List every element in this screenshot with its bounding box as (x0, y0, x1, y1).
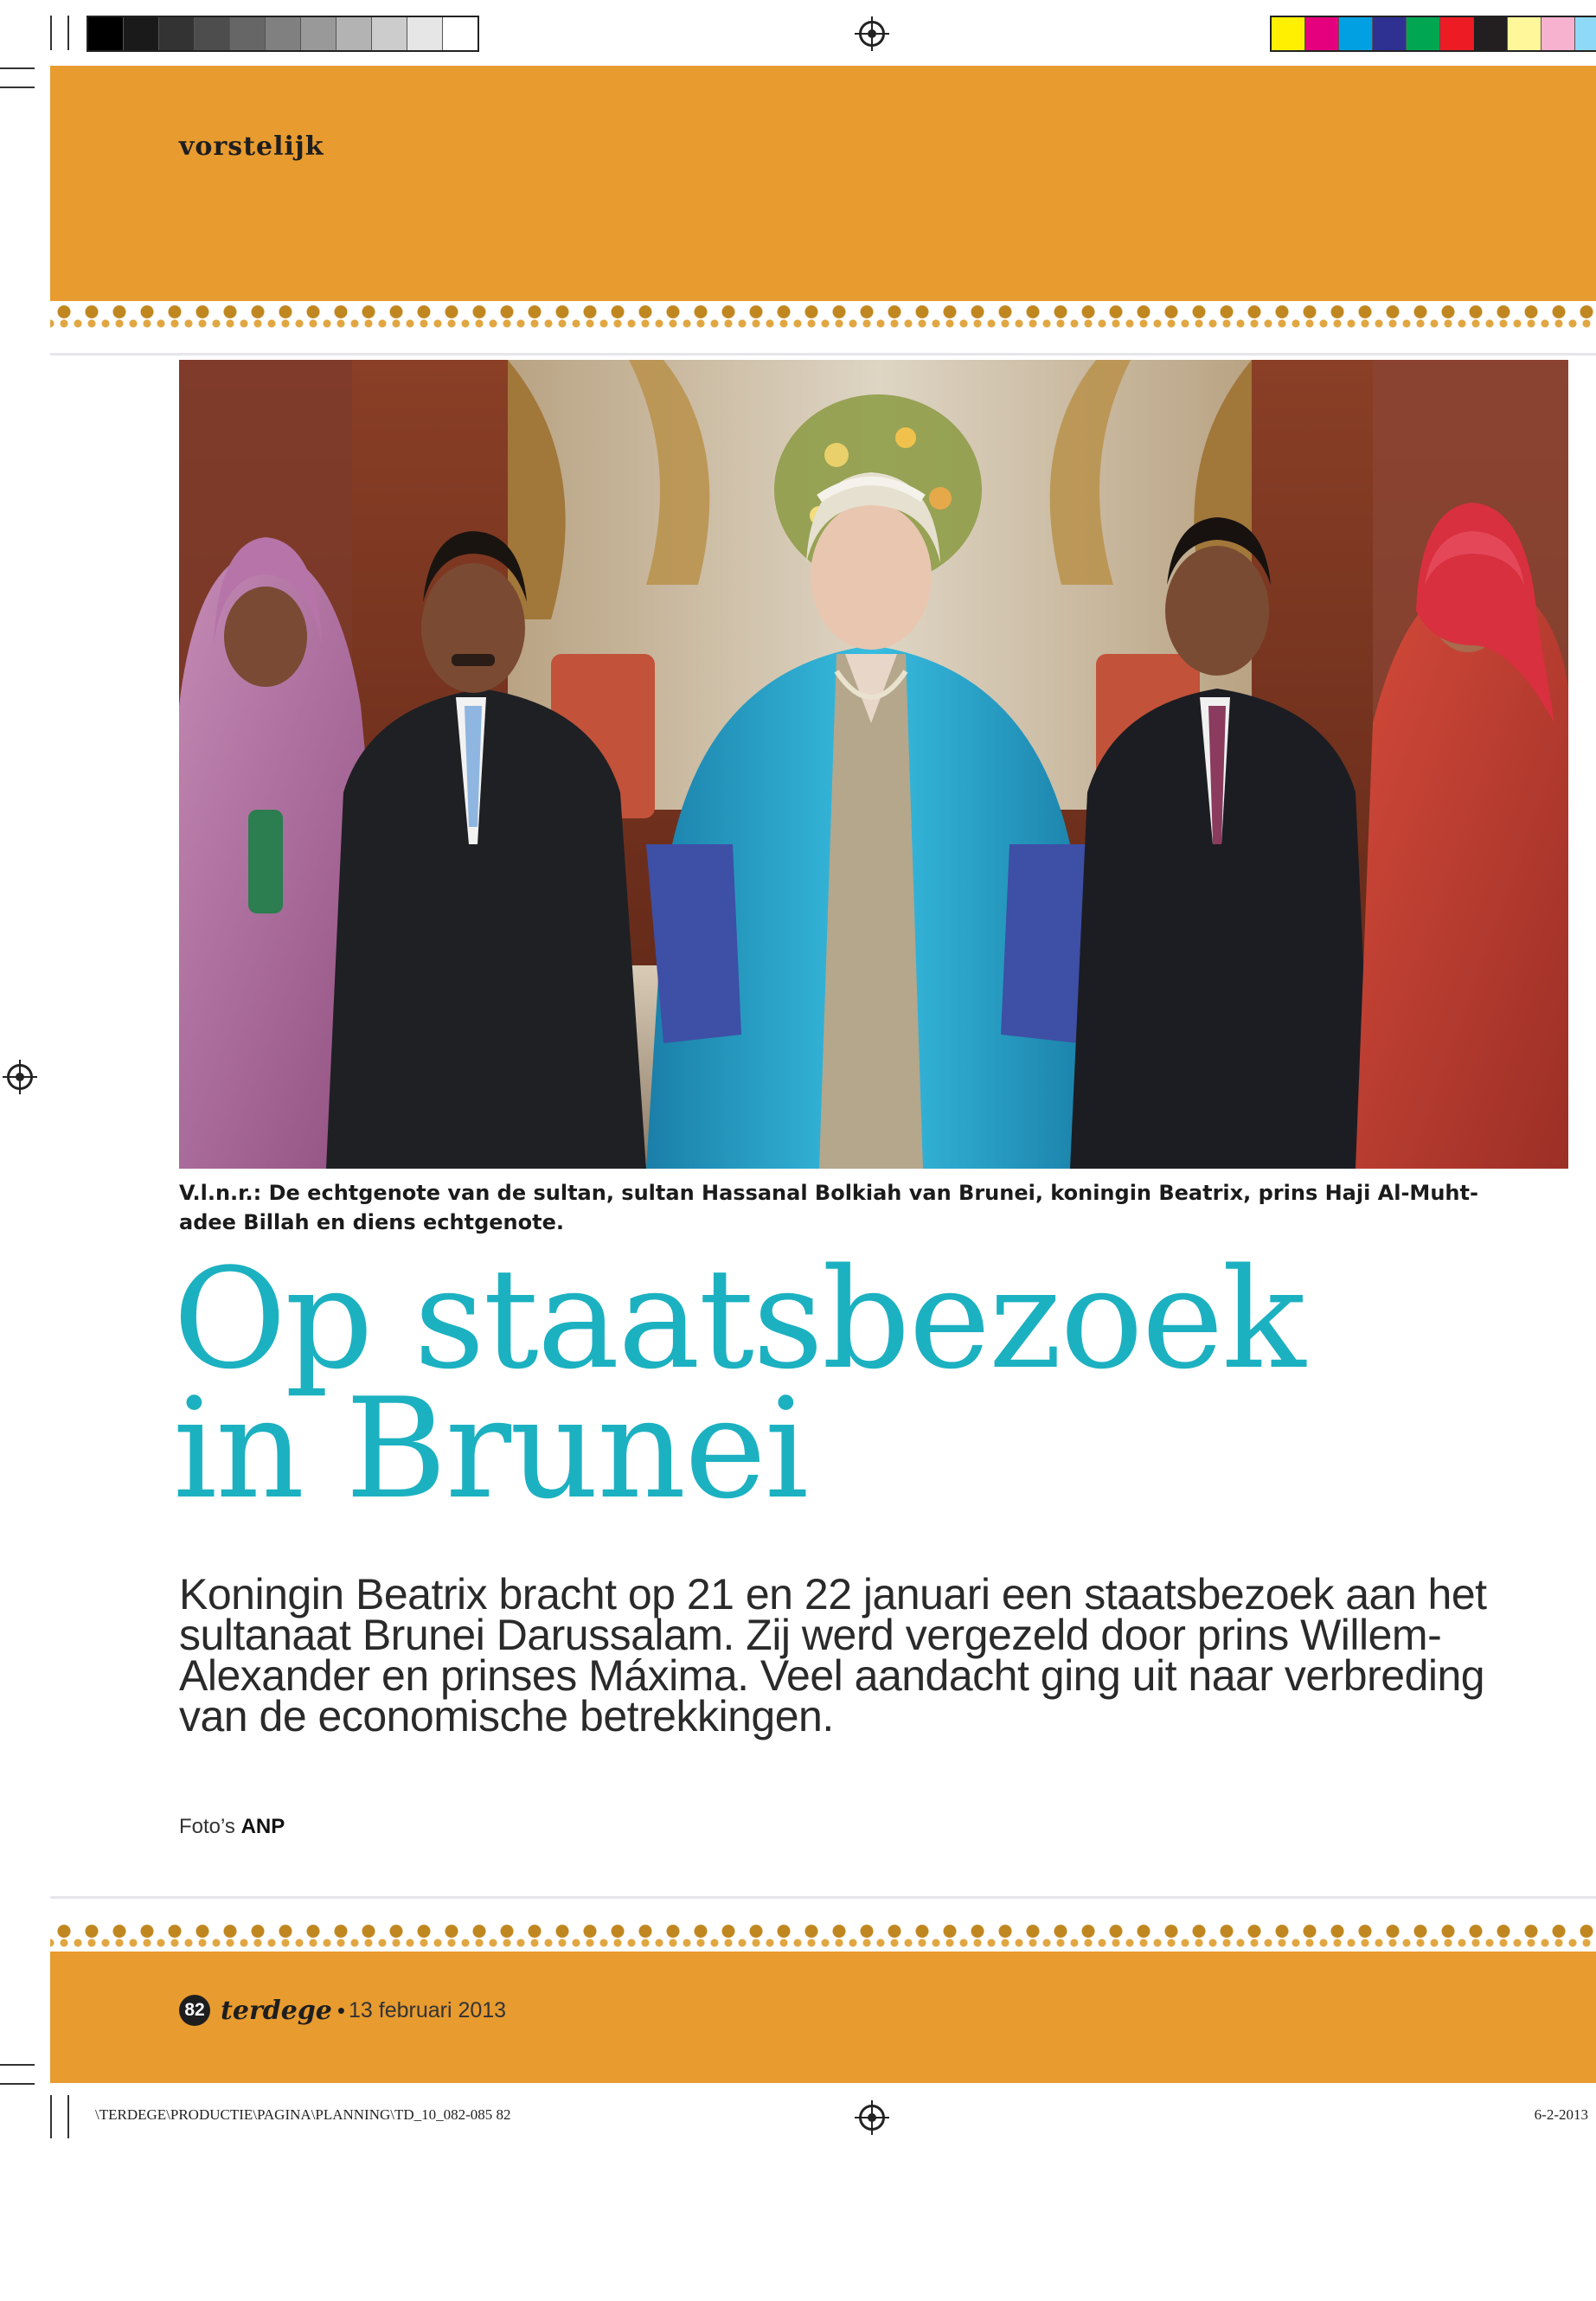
crop-mark (67, 2095, 69, 2138)
crop-mark (67, 16, 69, 50)
crop-mark (50, 16, 52, 50)
color-swatch (1339, 17, 1373, 50)
group-photo (179, 360, 1568, 1169)
crop-mark (0, 2064, 35, 2066)
article-headline (173, 1238, 1557, 1529)
separator-bullet: • (337, 1997, 345, 2023)
color-swatch (195, 17, 230, 50)
dotted-border-bottom (50, 1922, 1596, 1948)
color-control-bar (1270, 16, 1596, 52)
production-slug-date: 6-2-2013 (1534, 2106, 1588, 2123)
dotted-border-top (50, 303, 1596, 329)
magazine-logo: terdege (221, 1995, 332, 2026)
photo-credit (179, 1815, 285, 1839)
crop-mark (0, 67, 35, 69)
headline-line-1: Op staatsbezoek (173, 1238, 1304, 1400)
color-swatch (407, 17, 443, 50)
issue-date: 13 februari 2013 (349, 1997, 507, 2022)
registration-mark-bottom (859, 2105, 885, 2131)
production-slug-path: \TERDEGE\PRODUCTIE\PAGINA\PLANNING\TD_10_082-085 82 (95, 2106, 511, 2123)
credit-prefix: Foto’s (179, 1815, 235, 1838)
color-swatch (1373, 17, 1407, 50)
color-swatch (1407, 17, 1440, 50)
color-swatch (1272, 17, 1305, 50)
color-swatch (230, 17, 266, 50)
color-swatch (1508, 17, 1542, 50)
page-footer (179, 1995, 506, 2026)
registration-mark-top (859, 21, 885, 47)
color-swatch (266, 17, 301, 50)
divider-top (50, 353, 1596, 356)
headline-line-2: in Brunei (173, 1368, 808, 1529)
color-swatch (443, 17, 478, 50)
crop-mark (50, 2095, 52, 2138)
color-swatch (124, 17, 159, 50)
color-swatch (301, 17, 337, 50)
color-swatch (1305, 17, 1339, 50)
color-swatch (1542, 17, 1575, 50)
color-swatch (1575, 17, 1596, 50)
registration-mark-left (7, 1064, 33, 1090)
crop-mark (0, 2083, 35, 2085)
page-number: 82 (179, 1995, 210, 2026)
gray-scale-bar (87, 16, 479, 52)
crop-mark (0, 87, 35, 88)
color-swatch (1474, 17, 1508, 50)
header-band (50, 66, 1596, 301)
color-swatch (1440, 17, 1474, 50)
color-swatch (88, 17, 124, 50)
section-label: vorstelijk (179, 131, 324, 162)
photo-caption: V.l.n.r.: De echtgenote van de sultan, sultan Hassanal Bolkiah van Brunei, koningin Beatrix, prins Haji Al-Muht-adee Billah en diens echtgenote. (179, 1181, 1478, 1234)
article-lead: Koningin Beatrix bracht op 21 en 22 januari een staatsbezoek aan het sultanaat Brunei Darussalam. Zij werd vergezeld door prins Willem-Alexander en prinses Máxima. Veel aandacht ging uit naar verbreding van de economische betrekkingen. (179, 1570, 1487, 1740)
color-swatch (372, 17, 407, 50)
color-swatch (159, 17, 195, 50)
divider-bottom (50, 1896, 1596, 1899)
color-swatch (337, 17, 372, 50)
credit-name: ANP (240, 1815, 285, 1838)
